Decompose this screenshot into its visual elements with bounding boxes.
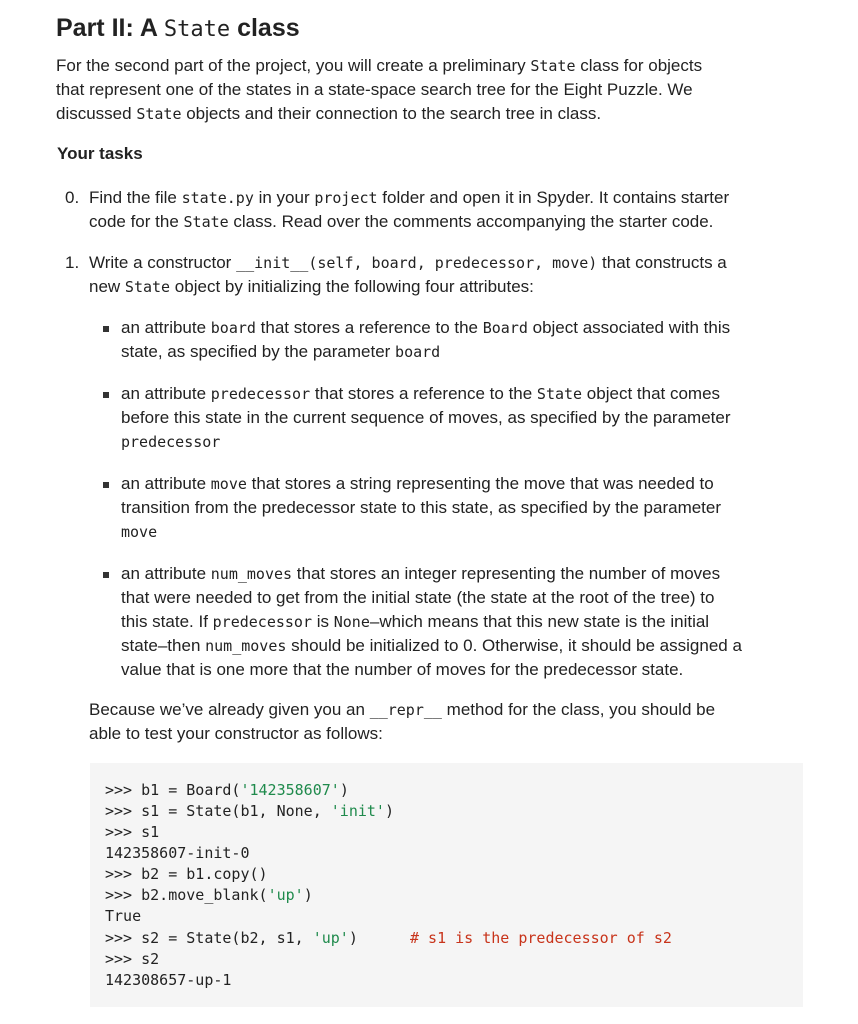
intro-paragraph: For the second part of the project, you will create a preliminary State class for objects that represent one of the states in a state-space search tree for the Eight Puzzle. We discussed State objects and their connection to the search tree in class. (56, 56, 703, 123)
bullet-2-marker (103, 392, 109, 398)
code-output: True (105, 907, 142, 925)
code-line: >>> s2 = State(b2, s1, 'up') (105, 929, 358, 947)
bullet-3-text: an attribute move that stores a string representing the move that was needed to transition from the predecessor state to this state, as specified by the parameter move (121, 474, 722, 541)
task-number-0: 0. (65, 188, 80, 207)
code-line: >>> s2 (105, 950, 160, 968)
bullet-1-text: an attribute board that stores a reference to the Board object associated with this state, as specified by the parameter board (121, 318, 731, 361)
code-line: >>> s1 = State(b1, None, 'init') (105, 802, 394, 820)
page-title: Part II: A State class (56, 14, 300, 42)
bullet-4-marker (103, 572, 109, 578)
code-block (90, 763, 803, 1007)
code-output: 142308657-up-1 (105, 971, 232, 989)
task-0-text: Find the file state.py in your project folder and open it in Spyder. It contains starter code for the State class. Read over the comments accompanying the starter code. (89, 188, 730, 231)
code-line: >>> b1 = Board('142358607') (105, 781, 349, 799)
task-1-text: Write a constructor __init__(self, board, predecessor, move) that constructs a new State object by initializing the following four attributes: (89, 253, 727, 296)
tasks-heading: Your tasks (57, 144, 143, 163)
code-line: >>> b2.move_blank('up') (105, 886, 313, 904)
code-comment: # s1 is the predecessor of s2 (410, 929, 672, 947)
code-line: >>> s1 (105, 823, 160, 841)
repr-paragraph: Because we’ve already given you an __repr__ method for the class, you should be able to test your constructor as follows: (89, 700, 716, 743)
state-code: State (163, 17, 231, 42)
code-output: 142358607-init-0 (105, 844, 250, 862)
bullet-3-marker (103, 482, 109, 488)
bullet-4-text: an attribute num_moves that stores an integer representing the number of moves that were needed to get from the initial state (the state at the root of the tree) to this state. If predecessor is None–which means that this new state is the initial state–then num_moves should be initialized to 0. Otherwise, it should be assigned a value that is one more that the number of moves for the predecessor state. (121, 564, 742, 679)
bullet-1-marker (103, 326, 109, 332)
task-number-1: 1. (65, 253, 80, 272)
bullet-2-text: an attribute predecessor that stores a reference to the State object that comes before this state in the current sequence of moves, as specified by the parameter predecessor (121, 384, 731, 451)
code-line: >>> b2 = b1.copy() (105, 865, 268, 883)
